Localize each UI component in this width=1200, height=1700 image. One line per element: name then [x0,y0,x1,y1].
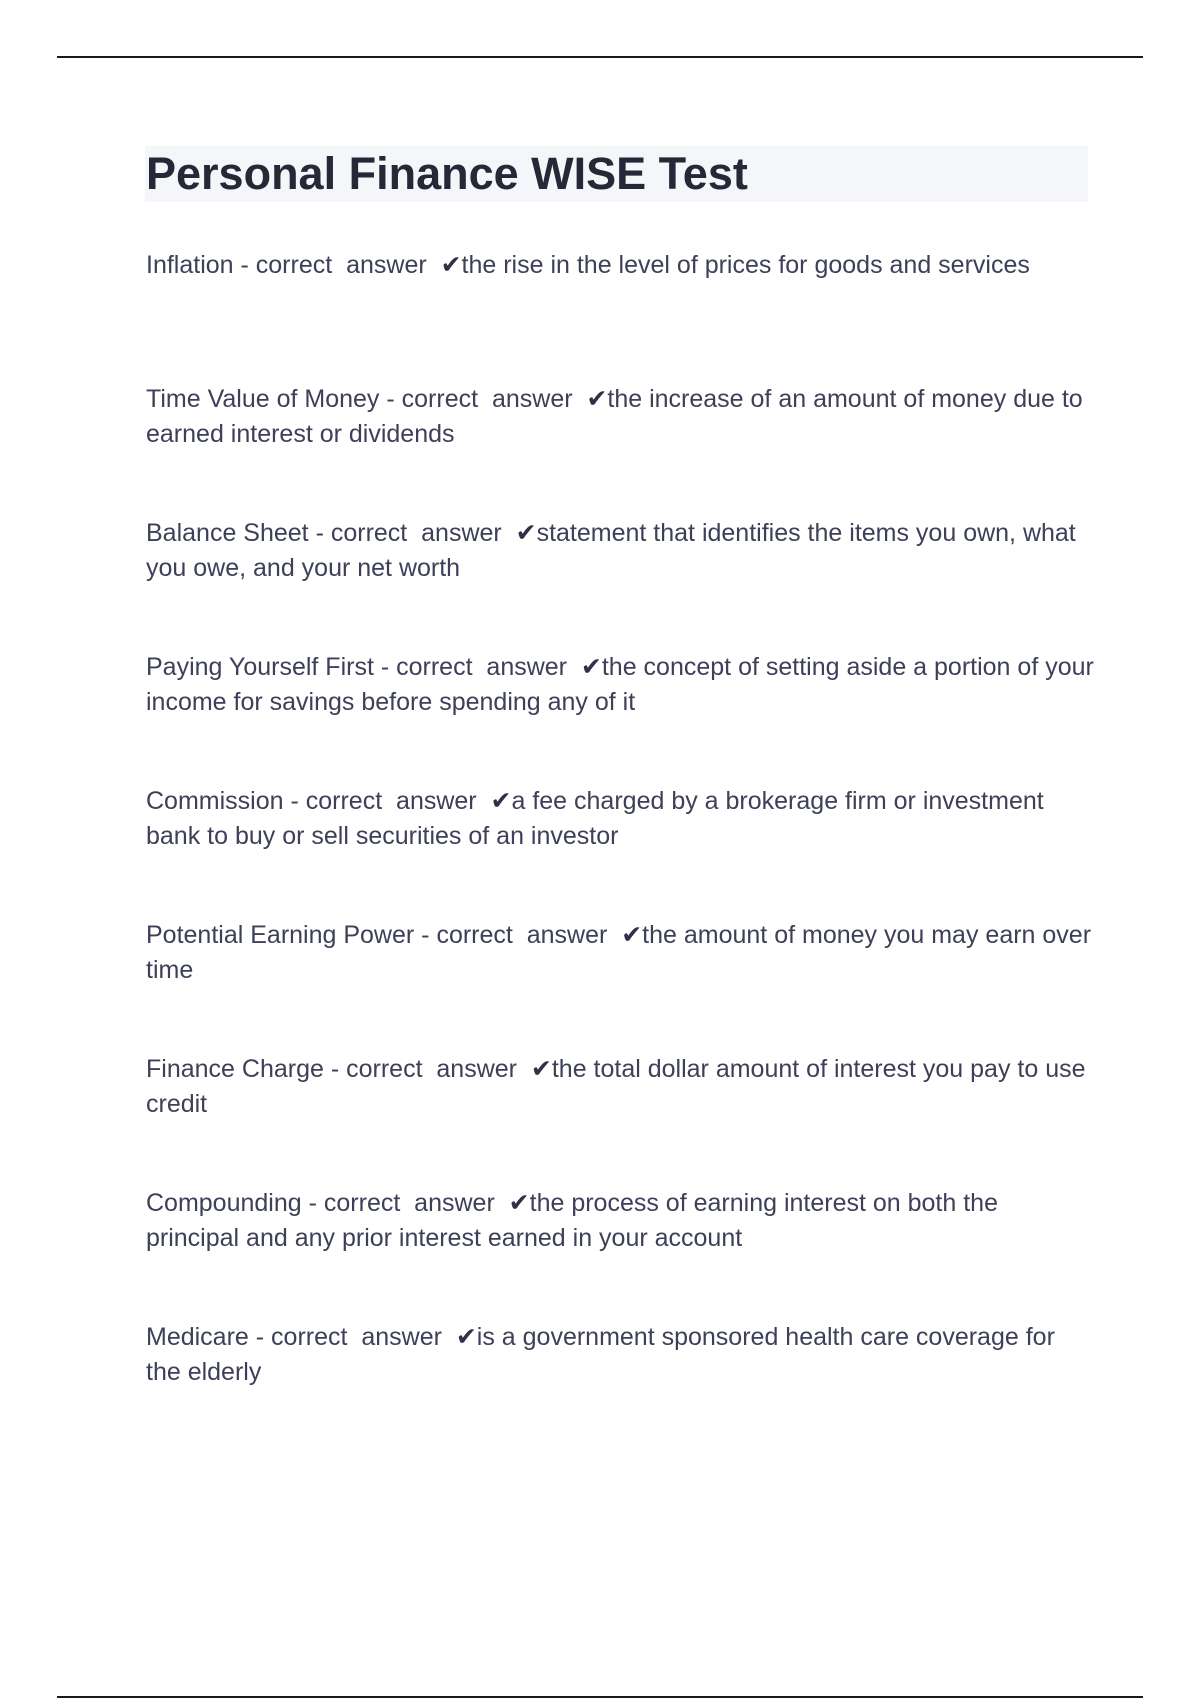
qa-separator: - [414,921,437,949]
qa-item-balance-sheet [146,516,1096,650]
bottom-rule [57,1696,1143,1698]
qa-term: Inflation [146,251,234,279]
qa-answer-label: correct answer [323,1189,509,1217]
qa-separator: - [283,787,306,815]
qa-item-potential-earning-power [146,918,1096,1052]
qa-term: Time Value of Money [146,385,380,413]
check-icon: ✔ [455,1323,477,1351]
check-icon: ✔ [580,653,602,681]
qa-term: Commission [146,787,284,815]
qa-item-paying-yourself-first [146,650,1101,784]
qa-answer-label: correct answer [330,519,516,547]
qa-item-time-value-of-money [146,382,1096,516]
check-icon: ✔ [440,251,462,279]
qa-definition: the total dollar amount of interest you pay to use credit [146,1055,1093,1118]
qa-item-medicare [146,1320,1096,1454]
qa-definition: the process of earning interest on both the principal and any prior interest earned in your account [146,1189,1005,1252]
qa-item-inflation [146,248,1096,382]
qa-definition: the rise in the level of prices for goods and services [461,251,1030,279]
qa-answer-label: correct answer [436,921,622,949]
qa-definition: is a government sponsored health care coverage for the elderly [146,1323,1062,1386]
qa-definition: the increase of an amount of money due to earned interest or dividends [146,385,1090,448]
qa-answer-label: correct answer [401,385,587,413]
qa-separator: - [323,1055,347,1083]
qa-term: Medicare [146,1323,249,1351]
qa-separator: - [373,653,397,681]
qa-definition: a fee charged by a brokerage firm or investment bank to buy or sell securities of an investor [146,787,1051,850]
qa-term: Finance Charge [146,1055,324,1083]
check-icon: ✔ [530,1055,552,1083]
qa-term: Paying Yourself First [146,653,374,681]
check-icon: ✔ [490,787,512,815]
qa-answer-label: correct answer [396,653,581,681]
page-title: Personal Finance WISE Test [146,148,748,199]
qa-term: Potential Earning Power [146,921,415,949]
qa-definition: statement that identifies the items you own, what you owe, and your net worth [146,519,1083,582]
qa-definition: the amount of money you may earn over time [146,921,1098,984]
qa-term: Balance Sheet [146,519,309,547]
top-rule [57,56,1143,58]
qa-answer-label: correct answer [271,1323,456,1351]
qa-definition: the concept of setting aside a portion of your income for savings before spending any of it [146,653,1101,716]
qa-item-finance-charge [146,1052,1096,1186]
qa-separator: - [379,385,402,413]
check-icon: ✔ [508,1189,530,1217]
qa-answer-label: correct answer [305,787,491,815]
check-icon: ✔ [586,385,608,413]
qa-list [146,248,1101,1454]
qa-answer-label: correct answer [255,251,441,279]
qa-item-compounding [146,1186,1096,1320]
qa-answer-label: correct answer [346,1055,531,1083]
qa-separator: - [308,519,331,547]
qa-separator: - [233,251,256,279]
check-icon: ✔ [515,519,537,547]
qa-item-commission [146,784,1096,918]
qa-term: Compounding [146,1189,302,1217]
qa-separator: - [248,1323,272,1351]
check-icon: ✔ [621,921,643,949]
qa-separator: - [301,1189,324,1217]
